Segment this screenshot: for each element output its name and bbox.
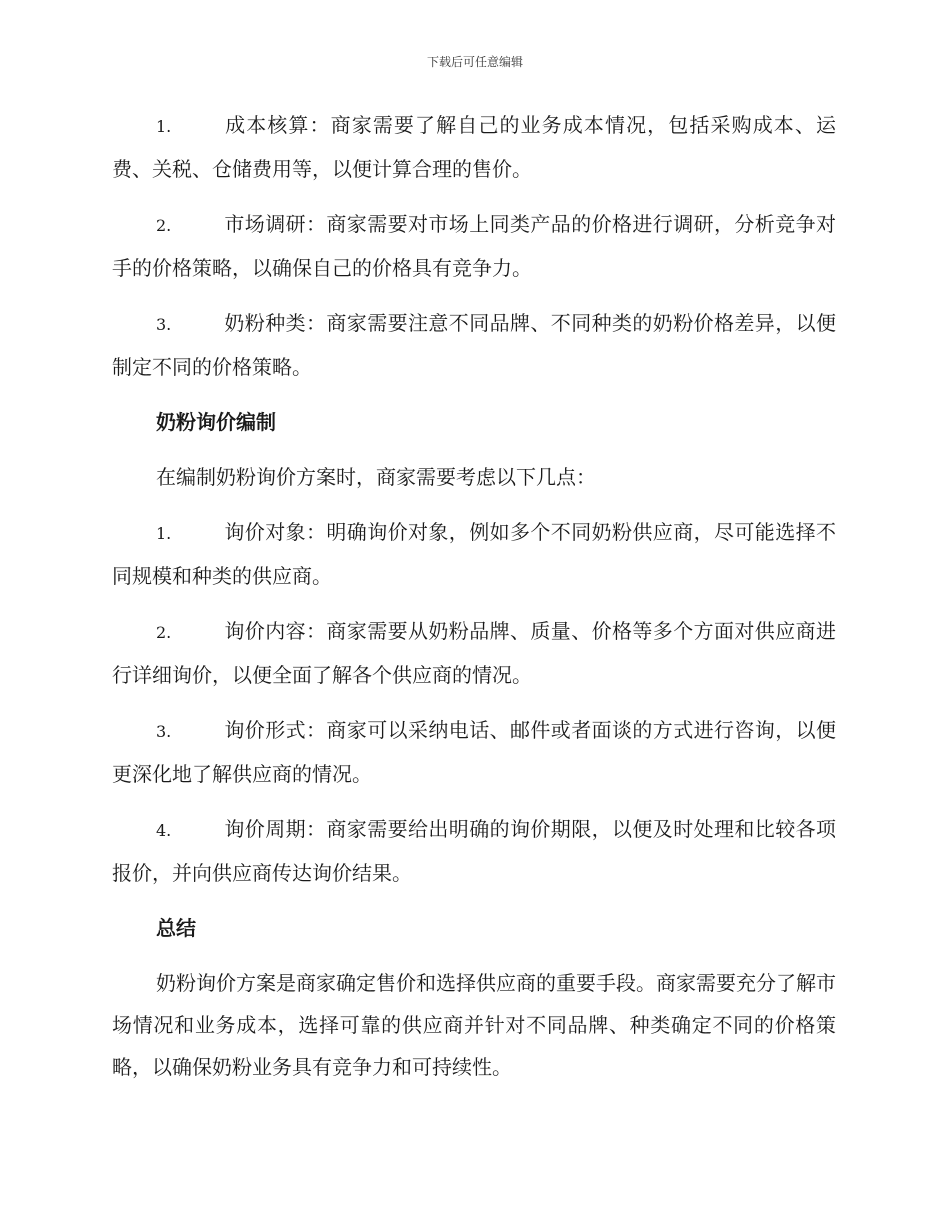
list-text: 奶粉种类：商家需要注意不同品牌、不同种类的奶粉价格差异，以便制定不同的价格策略。: [112, 311, 836, 379]
section-intro: 在编制奶粉询价方案时，商家需要考虑以下几点：: [156, 465, 596, 489]
list-text: 成本核算：商家需要了解自己的业务成本情况，包括采购成本、运费、关税、仓储费用等，以便计算合理的售价。: [112, 113, 836, 181]
list-item: [112, 610, 836, 696]
list-number: 1.: [156, 117, 172, 136]
list-number: 3.: [156, 722, 172, 741]
list-item: [112, 203, 836, 289]
list-number: 4.: [156, 821, 172, 840]
list-item: [112, 302, 836, 388]
list-number: 2.: [156, 216, 172, 235]
section-heading-inquiry: 奶粉询价编制: [156, 410, 276, 434]
section-heading-summary: 总结: [156, 916, 196, 940]
list-item: [112, 104, 836, 190]
list-number: 2.: [156, 623, 172, 642]
list-text: 询价周期：商家需要给出明确的询价期限，以便及时处理和比较各项报价，并向供应商传达询价结果。: [112, 817, 836, 885]
list-item: [112, 511, 836, 597]
list-text: 市场调研：商家需要对市场上同类产品的价格进行调研，分析竞争对手的价格策略，以确保自己的价格具有竞争力。: [112, 212, 836, 280]
list-item: [112, 709, 836, 795]
list-text: 询价形式：商家可以采纳电话、邮件或者面谈的方式进行咨询，以便更深化地了解供应商的情况。: [112, 718, 836, 786]
list-text: 询价对象：明确询价对象，例如多个不同奶粉供应商，尽可能选择不同规模和种类的供应商。: [112, 520, 836, 588]
summary-paragraph: 奶粉询价方案是商家确定售价和选择供应商的重要手段。商家需要充分了解市场情况和业务成本，选择可靠的供应商并针对不同品牌、种类确定不同的价格策略，以确保奶粉业务具有竞争力和可持续性。: [112, 971, 836, 1079]
page-header: 下载后可任意编辑: [426, 55, 523, 69]
list-text: 询价内容：商家需要从奶粉品牌、质量、价格等多个方面对供应商进行详细询价，以便全面了解各个供应商的情况。: [112, 619, 836, 687]
list-number: 1.: [156, 524, 172, 543]
document-body: [112, 104, 836, 1101]
list-item: [112, 808, 836, 894]
list-number: 3.: [156, 315, 172, 334]
